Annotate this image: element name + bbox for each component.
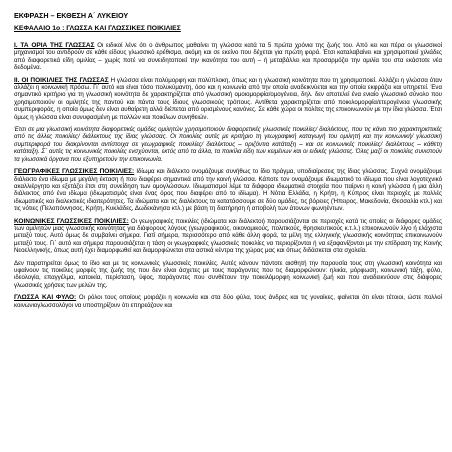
document-title: ΕΚΦΡΑΣΗ – ΕΚΘΕΣΗ Α΄ ΛΥΚΕΙΟΥ	[14, 11, 129, 20]
section-varieties-text-2: Έτσι σε μια γλωσσική κοινότητα διαφορετικές ομάδες ομιλητών χρησιμοποιούν διαφορετικές γλωσσικές ποικιλίες/ διαλέκτους, που τις κάνει πιο χαρακτηριστικές από τις άλλες ποικιλίες/ διάλεκτους της ίδιας γλώσσας. Οι ποικιλίες αυτές με κριτήριο τη γεωγραφική καταγωγή του ομιλητή και την κοινωνική/ γλωσσική συμπεριφορά του διακρίνονται αντίστοιχα σε γεωγραφικές ποικιλίες/ διαλέκτους – οριζόντια κατάταξη – και σε κοινωνικές ποικιλίες/ διαλέκτους – κάθετη κατάταξη. Σ΄ αυτές τις κοινωνικές ποικιλίες ενσχύονται, εκτός από τα άλλα, τα ποικίλα είδη των κειμένων και οι ειδικές γλώσσες. Όλες μαζί οι ποικιλίες συνιστούν τα γλωσσικά όργανα που εξυπηρετούν την επικοινωνία.	[14, 126, 442, 163]
social-varieties-heading: ΚΟΙΝΩΝΙΚΕΣ ΓΛΩΣΣΙΚΕΣ ΠΟΙΚΙΛΙΕΣ:	[14, 217, 129, 225]
chapter-title: ΚΕΦΑΛΑΙΟ 1ο : ΓΛΩΣΣΑ ΚΑΙ ΓΛΩΣΣΙΚΕΣ ΠΟΙΚΙΛΙΕΣ	[14, 25, 181, 32]
section-varieties-paragraph-2	[14, 126, 442, 163]
section-limits-paragraph	[14, 42, 442, 72]
section-varieties-paragraph-1	[14, 77, 442, 121]
language-gender-text: Οι ρόλοι τους οποίους μοιράζει η κοινωνία και στα δύο φύλα, τους άνδρες και τις γυναίκες, φαίνεται ότι είναι τέτοιοι, ώστε πολλοί κοινωνιογλωσσολόγοι να υποστηρίζουν ότι επηρεάζουν και	[14, 294, 442, 309]
social-varieties-text: Οι γεωγραφικές ποικιλίες (ιδιώματα και διάλεκτοι) παρουσιάζονται σε περιοχές κατά τις οποίες οι διάφορες ομάδες των ομιλητών μιας γλωσσικής κοινότητας για διάφορους λόγους (γεωγραφικούς, οικονομικούς, πολιτικούς, θρησκευτικούς κ.τ.λ.) επικοινωνούν λίγο ή ελάχιστα μεταξύ τους. Αυτό όμως δε συμβαίνει σήμερα. Γιατί σήμερα, περισσότερο από κάθε άλλη φορά, τα μέλη της ελληνικής γλωσσικής κοινότητας επικοινωνούν μεταξύ τους. Γι΄ αυτό και σήμερα παρουσιάζεται η τάση οι γεωγραφικές γλωσσικές ποικιλίες να περιορίζονται ή να εξαφανίζονται με την επίδραση της Κοινής Νεοελληνικής, όπως αυτή έχει διαμορφωθεί και διαμορφώνεται στα αστικά κέντρα της χώρας μας και όπως διδάσκεται στα σχολεία.	[14, 217, 442, 255]
section-varieties-text-1: Η γλώσσα είναι πολύμορφη και πολύπλοκη, όπως και η γλωσσική κοινότητα που τη χρησιμοποιεί. Αλλάζει η γλώσσα όταν αλλάζει η κοινωνική πρόσω. Γι΄ αυτό και είναι τόσο πολυκύμαντη, όσο και η κοινωνία από την οποία αναδεικνύεται και την οποία εκφράζει και υπηρετεί. Ένα σημαντικό κριτήριο για τη γλωσσική κοινότητα δε χαρακτηρίζεται από γλωσσική ομοιομορφία/ομογένεια, δηλ. δεν αποτελεί ένα ενιαίο γλωσσικό σύνολο που χρησιμοποιούν οι ομιλητές της παντού και πάντα τους ίδιους γλωσσικούς τρόπους. Αντίθετα χαρακτηρίζεται από ποικιλομορφία/ετερογένεια γλωσσικής συμπεριφοράς, η οποία όμως δεν είναι αυθαίρετη αλλά διέπεται από ορισμένους κανόνες. Σε κάθε χώρα οι πολίτες της επικοινωνούν με την ίδια γλώσσα. Έτσι όμως η γλώσσα είναι συνυφασμένη με πολλών και ποικίλων συνηθειών.	[14, 76, 443, 121]
geographic-varieties-paragraph	[14, 168, 442, 212]
section-limits-heading: Ι. ΤΑ ΟΡΙΑ ΤΗΣ ΓΛΩΣΣΑΣ	[14, 42, 95, 49]
geographic-varieties-heading: ΓΕΩΓΡΑΦΙΚΕΣ ΓΛΩΣΣΙΚΕΣ ΠΟΙΚΙΛΙΕΣ:	[14, 168, 135, 176]
section-limits-text: Οι ειδικοί λένε ότι ο άνθρωπος μαθαίνει τη γλώσσα κατά τα 5 πρώτα χρόνια της ζωής του. Από κει και πέρα οι γλωσσικοί μηχανισμοί του αντιδρούν σε κάθε είδους γλωσσικό ερέθισμα, ακόμη και σε εκείνο που δέχεται για πρώτη φορά. Έτσι καταλαβαίνει και χρησιμοποιεί χιλιάδες από διαφορετικά είδη ομιλίας – χωρίς ποτέ να συνειδητοποιεί την ικανότητα του αυτή – ή μεταβάλλει και προσαρμόζει την ομιλία του στα εκάστοτε νέα δεδομένα.	[14, 42, 442, 72]
social-varieties-paragraph-2	[14, 260, 442, 290]
social-varieties-paragraph	[14, 218, 442, 255]
geographic-varieties-text: Ιδίωμα και διάλεκτο ονομάζουμε συνήθως το ίδιο πράγμα, υποδιαίρεσεις της ίδιας γλώσσας. Συχνά ονομάζουμε διάλεκτο ένα ιδίωμα με μεγάλη έκταση ή που διαφέρει σημαντικά από την κοινή γλώσσα. Κάποτε τον ονομάζουμε ιδιωματικό το ιδίωμα που είναι λογοτεχνικό ακαλλιέργητο και εξετάζει έτσι στη συνείδηση των ομογλώσσων. Ιδιωματισμοί λέμε τα διάφορα ιδιωματικά στοιχεία που παίρνει η κοινή γλώσσα ή μια άλλη διάλεκτος από ένα ιδίωμα (ιδιωματισμός είναι ένας όρος που διαφέρει από το ιδίωμα). Η Νότια Ελλάδα, η Κρήτη, η Κύπρος είναι περιοχές με πολλές ιδιωματικές και διαλεκτικές ιδιαιτερότητες. Τα ιδιώματα και τις διαλέκτους τα κατατάσσουμε σε δύο ομάδες, τις βόρειες (Ήπειρος, Μακεδονία, Θεσσαλία κτλ.) και τις νότιες (Πελοπόννησος, Κρήτη, Κυκλάδες, Δωδεκάνησα κτλ.) με βάση τη διατήρηση ή αποβολή των άτονων φωνηέντων.	[14, 168, 442, 213]
social-varieties-text-2: Δεν παρατηρείται όμως το ίδιο και με τις κοινωνικές γλωσσικές ποικιλίες. Αυτές κάνουν πάντοτε αισθητή την παρουσία τους στη γλωσσική κοινότητα και υφαίνουν τις ποικίλες μορφές της ζωής της που δεν είναι άσχετες με τους παράγοντες που τις διαμορφώνουν: ηλικία, μόρφωση, κοινωνική τάξη, φύλο, ιδεολογία, επαγγέλμα, κατοικία, περίσταση, ύφος, παράγοντες που συνθέτουν την ποικιλόμορφη κοινωνική ζωή και που αναδεικνύουν στις διάφορες γλωσσικές χρήσεις των μελών της.	[14, 259, 442, 289]
language-gender-paragraph	[14, 294, 442, 309]
language-gender-heading: ΓΛΩΣΣΑ ΚΑΙ ΦΥΛΟ:	[14, 294, 77, 302]
section-varieties-heading: ΙΙ. ΟΙ ΠΟΙΚΙΛΙΕΣ ΤΗΣ ΓΛΩΣΣΑΣ	[14, 76, 109, 84]
